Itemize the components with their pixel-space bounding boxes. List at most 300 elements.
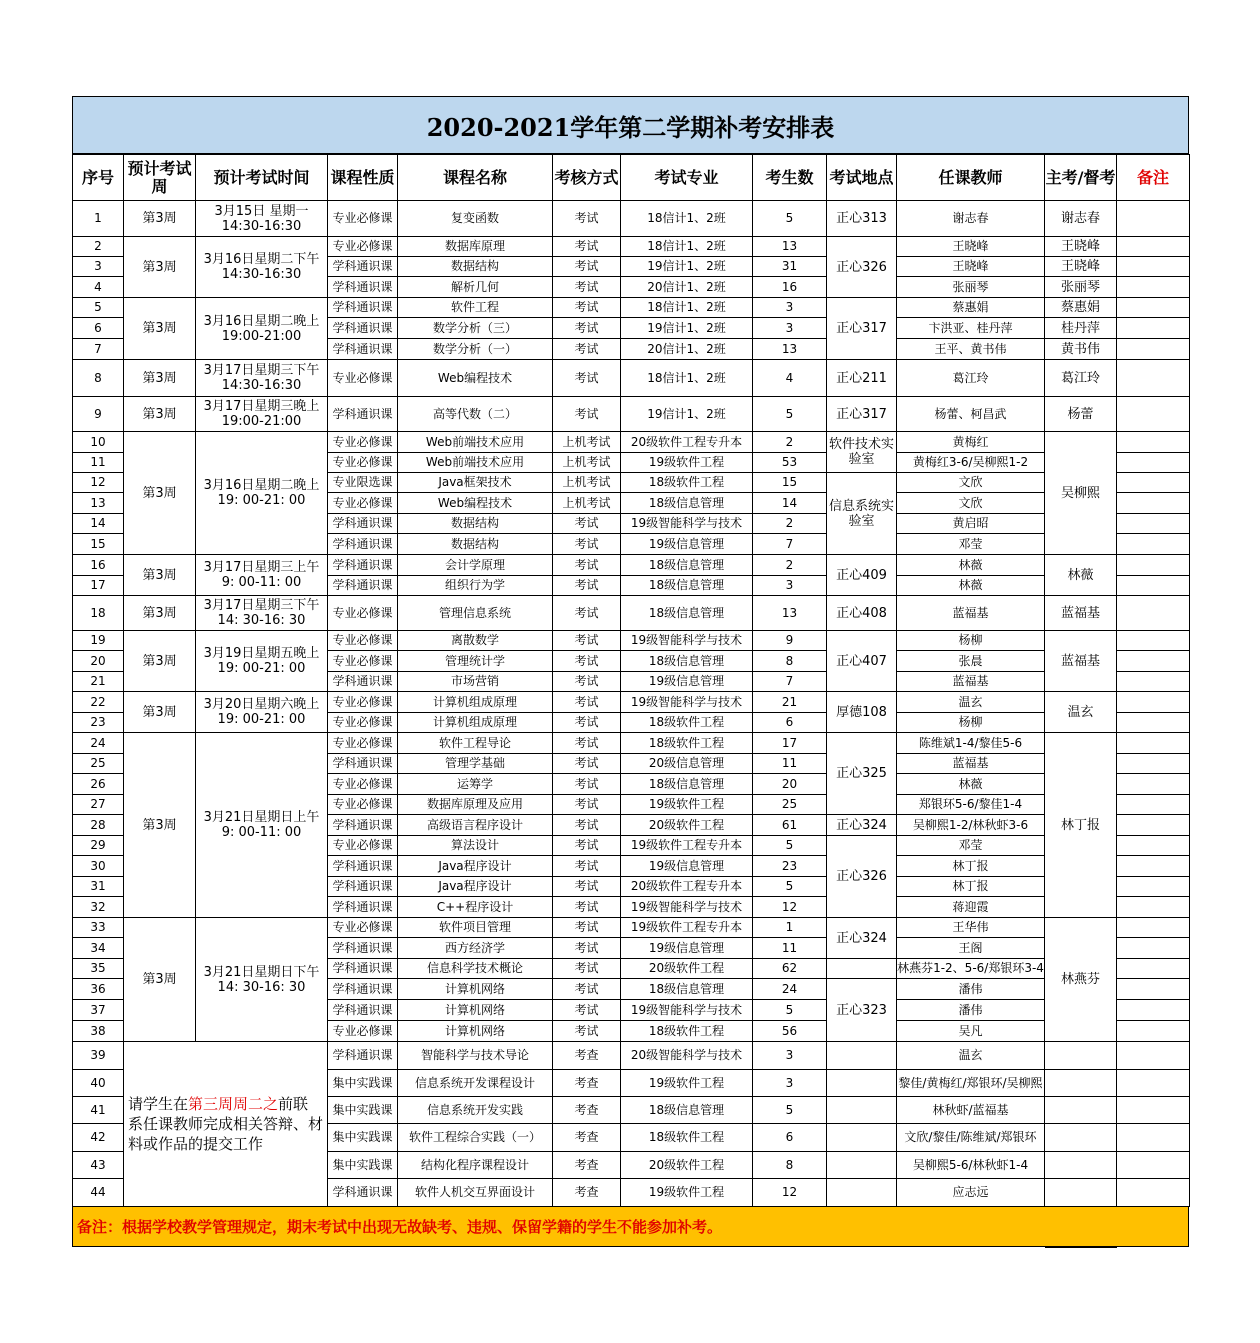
student-count: 8	[753, 651, 827, 672]
student-count: 14	[753, 493, 827, 514]
student-count: 3	[753, 1070, 827, 1097]
exam-location	[827, 959, 897, 979]
exam-major: 19级软件工程	[621, 453, 753, 473]
note-cell	[1117, 555, 1190, 576]
assessment-method: 考查	[553, 1042, 621, 1070]
table-row	[73, 1042, 1190, 1070]
proctor	[1045, 1179, 1117, 1207]
exam-major: 19级软件工程专升本	[621, 918, 753, 938]
row-number: 22	[73, 692, 124, 713]
teacher: 蓝福基	[897, 672, 1045, 692]
assessment-method: 考试	[553, 713, 621, 733]
exam-time: 3月20日星期六晚上 19: 00-21: 00	[196, 692, 328, 733]
teacher: 文欣	[897, 473, 1045, 493]
course-name: 会计学原理	[398, 555, 553, 576]
teacher: 王华伟	[897, 918, 1045, 938]
course-nature: 学科通识课	[328, 897, 398, 918]
note-cell	[1117, 1021, 1190, 1042]
teacher: 蓝福基	[897, 754, 1045, 774]
course-nature: 专业必修课	[328, 918, 398, 938]
assessment-method: 考查	[553, 1179, 621, 1207]
exam-major: 19级智能科学与技术	[621, 514, 753, 534]
assessment-method: 考试	[553, 897, 621, 918]
row-number: 7	[73, 339, 124, 360]
row-number: 14	[73, 514, 124, 534]
course-name: 计算机组成原理	[398, 713, 553, 733]
assessment-method: 考试	[553, 514, 621, 534]
teacher: 王晓峰	[897, 237, 1045, 257]
header-row	[73, 155, 1190, 201]
exam-time: 3月15日 星期一 14:30-16:30	[196, 201, 328, 237]
note-cell	[1117, 979, 1190, 1000]
course-nature: 专业必修课	[328, 360, 398, 397]
student-count: 13	[753, 237, 827, 257]
course-nature: 专业必修课	[328, 237, 398, 257]
exam-major: 20级软件工程专升本	[621, 432, 753, 453]
exam-time: 3月17日星期三下午 14:30-16:30	[196, 360, 328, 397]
exam-time: 3月16日星期二晚上 19:00-21:00	[196, 298, 328, 360]
header-course: 课程名称	[398, 155, 553, 201]
note-cell	[1117, 897, 1190, 918]
course-name: 市场营销	[398, 672, 553, 692]
teacher: 吴柳熙5-6/林秋虾1-4	[897, 1152, 1045, 1179]
proctor: 林丁报	[1045, 733, 1117, 918]
proctor	[1045, 1097, 1117, 1124]
course-name: 高等代数（二）	[398, 397, 553, 432]
exam-major: 18级软件工程	[621, 1124, 753, 1152]
exam-schedule-sheet	[72, 96, 1189, 1247]
course-name: Web前端技术应用	[398, 432, 553, 453]
course-name: 西方经济学	[398, 938, 553, 959]
table-row	[73, 201, 1190, 237]
course-nature: 学科通识课	[328, 979, 398, 1000]
row-number: 1	[73, 201, 124, 237]
note-cell	[1117, 298, 1190, 318]
sheet-title: 2020-2021学年第二学期补考安排表	[72, 96, 1189, 154]
note-cell	[1117, 795, 1190, 815]
student-count: 13	[753, 596, 827, 631]
exam-location: 正心324	[827, 815, 897, 836]
proctor: 林燕芬	[1045, 918, 1117, 1042]
assessment-method: 考试	[553, 959, 621, 979]
row-number: 16	[73, 555, 124, 576]
course-name: 数据库原理	[398, 237, 553, 257]
course-nature: 学科通识课	[328, 397, 398, 432]
note-cell	[1117, 534, 1190, 555]
note-cell	[1117, 453, 1190, 473]
row-number: 4	[73, 277, 124, 298]
notice-text: 请学生在	[128, 1095, 189, 1113]
course-nature: 学科通识课	[328, 1000, 398, 1021]
teacher: 杨柳	[897, 713, 1045, 733]
note-cell	[1117, 938, 1190, 959]
teacher: 谢志春	[897, 201, 1045, 237]
row-number: 35	[73, 959, 124, 979]
assessment-method: 考试	[553, 672, 621, 692]
course-nature: 专业必修课	[328, 713, 398, 733]
note-cell	[1117, 339, 1190, 360]
exam-week: 第3周	[124, 692, 196, 733]
teacher: 潘伟	[897, 1000, 1045, 1021]
course-nature: 学科通识课	[328, 298, 398, 318]
course-nature: 专业限选课	[328, 473, 398, 493]
exam-week: 第3周	[124, 397, 196, 432]
exam-major: 18信计1、2班	[621, 201, 753, 237]
course-name: 数学分析（三）	[398, 318, 553, 339]
student-count: 25	[753, 795, 827, 815]
row-number: 6	[73, 318, 124, 339]
header-note: 备注	[1117, 155, 1190, 201]
header-teacher: 任课教师	[897, 155, 1045, 201]
table-row	[73, 918, 1190, 938]
exam-major: 20级软件工程	[621, 815, 753, 836]
course-name: 计算机组成原理	[398, 692, 553, 713]
exam-location	[827, 1042, 897, 1070]
course-nature: 集中实践课	[328, 1097, 398, 1124]
teacher: 温玄	[897, 1042, 1045, 1070]
row-number: 33	[73, 918, 124, 938]
assessment-method: 考试	[553, 397, 621, 432]
course-name: 信息系统开发课程设计	[398, 1070, 553, 1097]
course-name: 软件工程导论	[398, 733, 553, 754]
course-name: C++程序设计	[398, 897, 553, 918]
note-cell	[1117, 1124, 1190, 1152]
course-name: 解析几何	[398, 277, 553, 298]
header-time: 预计考试时间	[196, 155, 328, 201]
proctor	[1045, 1042, 1117, 1070]
exam-location: 正心313	[827, 201, 897, 237]
note-cell	[1117, 1179, 1190, 1207]
note-cell	[1117, 692, 1190, 713]
student-count: 11	[753, 754, 827, 774]
table-row	[73, 298, 1190, 318]
teacher: 潘伟	[897, 979, 1045, 1000]
course-nature: 专业必修课	[328, 692, 398, 713]
teacher: 张丽琴	[897, 277, 1045, 298]
teacher: 林薇	[897, 555, 1045, 576]
note-cell	[1117, 651, 1190, 672]
proctor: 张丽琴	[1045, 277, 1117, 298]
course-name: Java框架技术	[398, 473, 553, 493]
exam-time: 3月17日星期三晚上 19:00-21:00	[196, 397, 328, 432]
exam-week: 第3周	[124, 733, 196, 918]
note-cell	[1117, 397, 1190, 432]
course-nature: 专业必修课	[328, 201, 398, 237]
exam-week: 第3周	[124, 555, 196, 596]
course-name: 运筹学	[398, 774, 553, 795]
exam-location: 正心325	[827, 733, 897, 815]
assessment-method: 考试	[553, 733, 621, 754]
exam-major: 19级智能科学与技术	[621, 631, 753, 651]
schedule-table	[72, 154, 1190, 1207]
student-count: 24	[753, 979, 827, 1000]
note-cell	[1117, 1070, 1190, 1097]
row-number: 18	[73, 596, 124, 631]
exam-major: 19级智能科学与技术	[621, 692, 753, 713]
student-count: 7	[753, 672, 827, 692]
assessment-method: 考试	[553, 836, 621, 856]
exam-location: 正心317	[827, 397, 897, 432]
teacher: 林丁报	[897, 877, 1045, 897]
exam-major: 19级软件工程	[621, 795, 753, 815]
course-name: 数学分析（一）	[398, 339, 553, 360]
table-row	[73, 360, 1190, 397]
exam-location	[827, 1097, 897, 1124]
assessment-method: 考试	[553, 918, 621, 938]
teacher: 蒋迎霞	[897, 897, 1045, 918]
note-cell	[1117, 877, 1190, 897]
note-cell	[1117, 754, 1190, 774]
assessment-method: 考试	[553, 318, 621, 339]
assessment-method: 考试	[553, 774, 621, 795]
proctor: 黄书伟	[1045, 339, 1117, 360]
exam-location: 正心326	[827, 836, 897, 918]
note-cell	[1117, 201, 1190, 237]
student-count: 5	[753, 397, 827, 432]
row-number: 15	[73, 534, 124, 555]
exam-major: 18级信息管理	[621, 979, 753, 1000]
assessment-method: 上机考试	[553, 453, 621, 473]
row-number: 21	[73, 672, 124, 692]
course-nature: 学科通识课	[328, 514, 398, 534]
course-nature: 集中实践课	[328, 1124, 398, 1152]
student-count: 3	[753, 1042, 827, 1070]
proctor: 林薇	[1045, 555, 1117, 596]
course-name: Web编程技术	[398, 360, 553, 397]
course-nature: 学科通识课	[328, 576, 398, 596]
row-number: 9	[73, 397, 124, 432]
student-count: 21	[753, 692, 827, 713]
student-count: 3	[753, 318, 827, 339]
course-name: 数据结构	[398, 257, 553, 277]
note-cell	[1117, 774, 1190, 795]
note-cell	[1117, 432, 1190, 453]
exam-major: 19信计1、2班	[621, 257, 753, 277]
teacher: 杨蕾、柯昌武	[897, 397, 1045, 432]
exam-week: 第3周	[124, 631, 196, 692]
course-name: 计算机网络	[398, 1021, 553, 1042]
note-cell	[1117, 493, 1190, 514]
exam-week: 第3周	[124, 432, 196, 555]
exam-time: 3月17日星期三下午 14: 30-16: 30	[196, 596, 328, 631]
teacher: 林薇	[897, 774, 1045, 795]
course-nature: 专业必修课	[328, 733, 398, 754]
course-name: 高级语言程序设计	[398, 815, 553, 836]
course-name: 结构化程序课程设计	[398, 1152, 553, 1179]
student-count: 15	[753, 473, 827, 493]
assessment-method: 考试	[553, 631, 621, 651]
assessment-method: 考试	[553, 1021, 621, 1042]
course-nature: 专业必修课	[328, 432, 398, 453]
student-count: 5	[753, 1097, 827, 1124]
teacher: 黄梅红3-6/吴柳熙1-2	[897, 453, 1045, 473]
note-cell	[1117, 596, 1190, 631]
assessment-method: 上机考试	[553, 493, 621, 514]
exam-location: 信息系统实验室	[827, 473, 897, 555]
exam-major: 18级软件工程	[621, 1021, 753, 1042]
proctor	[1045, 1124, 1117, 1152]
assessment-method: 考试	[553, 576, 621, 596]
exam-location: 正心324	[827, 918, 897, 959]
teacher: 杨柳	[897, 631, 1045, 651]
exam-location	[827, 1152, 897, 1179]
course-nature: 专业必修课	[328, 453, 398, 473]
exam-major: 19级智能科学与技术	[621, 1000, 753, 1021]
student-count: 2	[753, 432, 827, 453]
row-number: 5	[73, 298, 124, 318]
course-name: 复变函数	[398, 201, 553, 237]
note-cell	[1117, 473, 1190, 493]
assessment-method: 考试	[553, 339, 621, 360]
assessment-method: 上机考试	[553, 432, 621, 453]
course-nature: 集中实践课	[328, 1152, 398, 1179]
exam-major: 18级软件工程	[621, 713, 753, 733]
assessment-method: 考试	[553, 237, 621, 257]
course-name: 信息科学技术概论	[398, 959, 553, 979]
student-count: 20	[753, 774, 827, 795]
assessment-method: 考试	[553, 754, 621, 774]
course-nature: 专业必修课	[328, 774, 398, 795]
teacher: 王平、黄书伟	[897, 339, 1045, 360]
student-count: 1	[753, 918, 827, 938]
row-number: 10	[73, 432, 124, 453]
exam-week: 第3周	[124, 918, 196, 1042]
note-cell	[1117, 318, 1190, 339]
course-nature: 学科通识课	[328, 339, 398, 360]
student-count: 3	[753, 576, 827, 596]
course-name: Java程序设计	[398, 877, 553, 897]
header-week: 预计考试周	[124, 155, 196, 201]
course-name: Java程序设计	[398, 856, 553, 877]
course-name: 离散数学	[398, 631, 553, 651]
note-cell	[1117, 1152, 1190, 1179]
exam-major: 19级软件工程	[621, 1179, 753, 1207]
course-nature: 集中实践课	[328, 1070, 398, 1097]
course-name: 数据结构	[398, 514, 553, 534]
exam-major: 18级信息管理	[621, 576, 753, 596]
row-number: 39	[73, 1042, 124, 1070]
header-count: 考生数	[753, 155, 827, 201]
assessment-method: 考试	[553, 360, 621, 397]
row-number: 30	[73, 856, 124, 877]
signature-line	[1045, 1247, 1117, 1248]
assessment-method: 考试	[553, 815, 621, 836]
student-count: 17	[753, 733, 827, 754]
proctor: 吴柳熙	[1045, 432, 1117, 555]
row-number: 23	[73, 713, 124, 733]
course-nature: 学科通识课	[328, 1179, 398, 1207]
student-count: 2	[753, 514, 827, 534]
student-count: 53	[753, 453, 827, 473]
exam-location	[827, 1124, 897, 1152]
notice-deadline: 第三周周二之	[188, 1095, 279, 1113]
table-row	[73, 555, 1190, 576]
teacher: 文欣	[897, 493, 1045, 514]
assessment-method: 考查	[553, 1097, 621, 1124]
exam-location: 软件技术实验室	[827, 432, 897, 473]
course-nature: 专业必修课	[328, 596, 398, 631]
course-nature: 学科通识课	[328, 534, 398, 555]
exam-location	[827, 1070, 897, 1097]
header-major: 考试专业	[621, 155, 753, 201]
proctor: 温玄	[1045, 692, 1117, 733]
student-count: 23	[753, 856, 827, 877]
row-number: 26	[73, 774, 124, 795]
row-number: 36	[73, 979, 124, 1000]
row-number: 38	[73, 1021, 124, 1042]
course-nature: 学科通识课	[328, 1042, 398, 1070]
course-nature: 专业必修课	[328, 1021, 398, 1042]
course-nature: 学科通识课	[328, 938, 398, 959]
exam-location: 正心317	[827, 298, 897, 360]
teacher: 吴凡	[897, 1021, 1045, 1042]
assessment-method: 考试	[553, 596, 621, 631]
note-cell	[1117, 257, 1190, 277]
exam-major: 18级信息管理	[621, 774, 753, 795]
exam-time: 3月21日星期日上午 9: 00-11: 00	[196, 733, 328, 918]
course-name: 算法设计	[398, 836, 553, 856]
teacher: 张晨	[897, 651, 1045, 672]
student-count: 5	[753, 836, 827, 856]
student-count: 11	[753, 938, 827, 959]
assessment-method: 考试	[553, 298, 621, 318]
header-seq: 序号	[73, 155, 124, 201]
student-count: 12	[753, 897, 827, 918]
row-number: 34	[73, 938, 124, 959]
exam-location: 正心326	[827, 237, 897, 298]
teacher: 郑银环5-6/黎佳1-4	[897, 795, 1045, 815]
assessment-method: 考试	[553, 1000, 621, 1021]
student-count: 7	[753, 534, 827, 555]
assessment-method: 考试	[553, 795, 621, 815]
row-number: 41	[73, 1097, 124, 1124]
teacher: 应志远	[897, 1179, 1045, 1207]
exam-time: 3月21日星期日下午 14: 30-16: 30	[196, 918, 328, 1042]
course-nature: 学科通识课	[328, 754, 398, 774]
exam-major: 20级信息管理	[621, 754, 753, 774]
course-nature: 学科通识课	[328, 257, 398, 277]
course-name: 管理学基础	[398, 754, 553, 774]
exam-major: 19信计1、2班	[621, 397, 753, 432]
course-name: 数据库原理及应用	[398, 795, 553, 815]
exam-major: 19级智能科学与技术	[621, 897, 753, 918]
course-name: 软件项目管理	[398, 918, 553, 938]
exam-week: 第3周	[124, 360, 196, 397]
course-nature: 专业必修课	[328, 493, 398, 514]
student-count: 3	[753, 298, 827, 318]
row-number: 17	[73, 576, 124, 596]
exam-major: 20级软件工程	[621, 1152, 753, 1179]
exam-major: 20级软件工程	[621, 959, 753, 979]
exam-location: 正心409	[827, 555, 897, 596]
exam-major: 18信计1、2班	[621, 360, 753, 397]
course-name: Web前端技术应用	[398, 453, 553, 473]
exam-major: 18级软件工程	[621, 733, 753, 754]
course-name: 管理统计学	[398, 651, 553, 672]
table-row	[73, 631, 1190, 651]
student-count: 6	[753, 713, 827, 733]
note-cell	[1117, 576, 1190, 596]
exam-week: 第3周	[124, 298, 196, 360]
teacher: 林薇	[897, 576, 1045, 596]
exam-major: 19信计1、2班	[621, 318, 753, 339]
assessment-method: 考查	[553, 1124, 621, 1152]
exam-major: 18信计1、2班	[621, 237, 753, 257]
footer-note: 备注：根据学校教学管理规定，期末考试中出现无故缺考、违规、保留学籍的学生不能参加补考。	[72, 1207, 1189, 1247]
proctor	[1045, 1070, 1117, 1097]
student-count: 4	[753, 360, 827, 397]
exam-major: 18级信息管理	[621, 1097, 753, 1124]
